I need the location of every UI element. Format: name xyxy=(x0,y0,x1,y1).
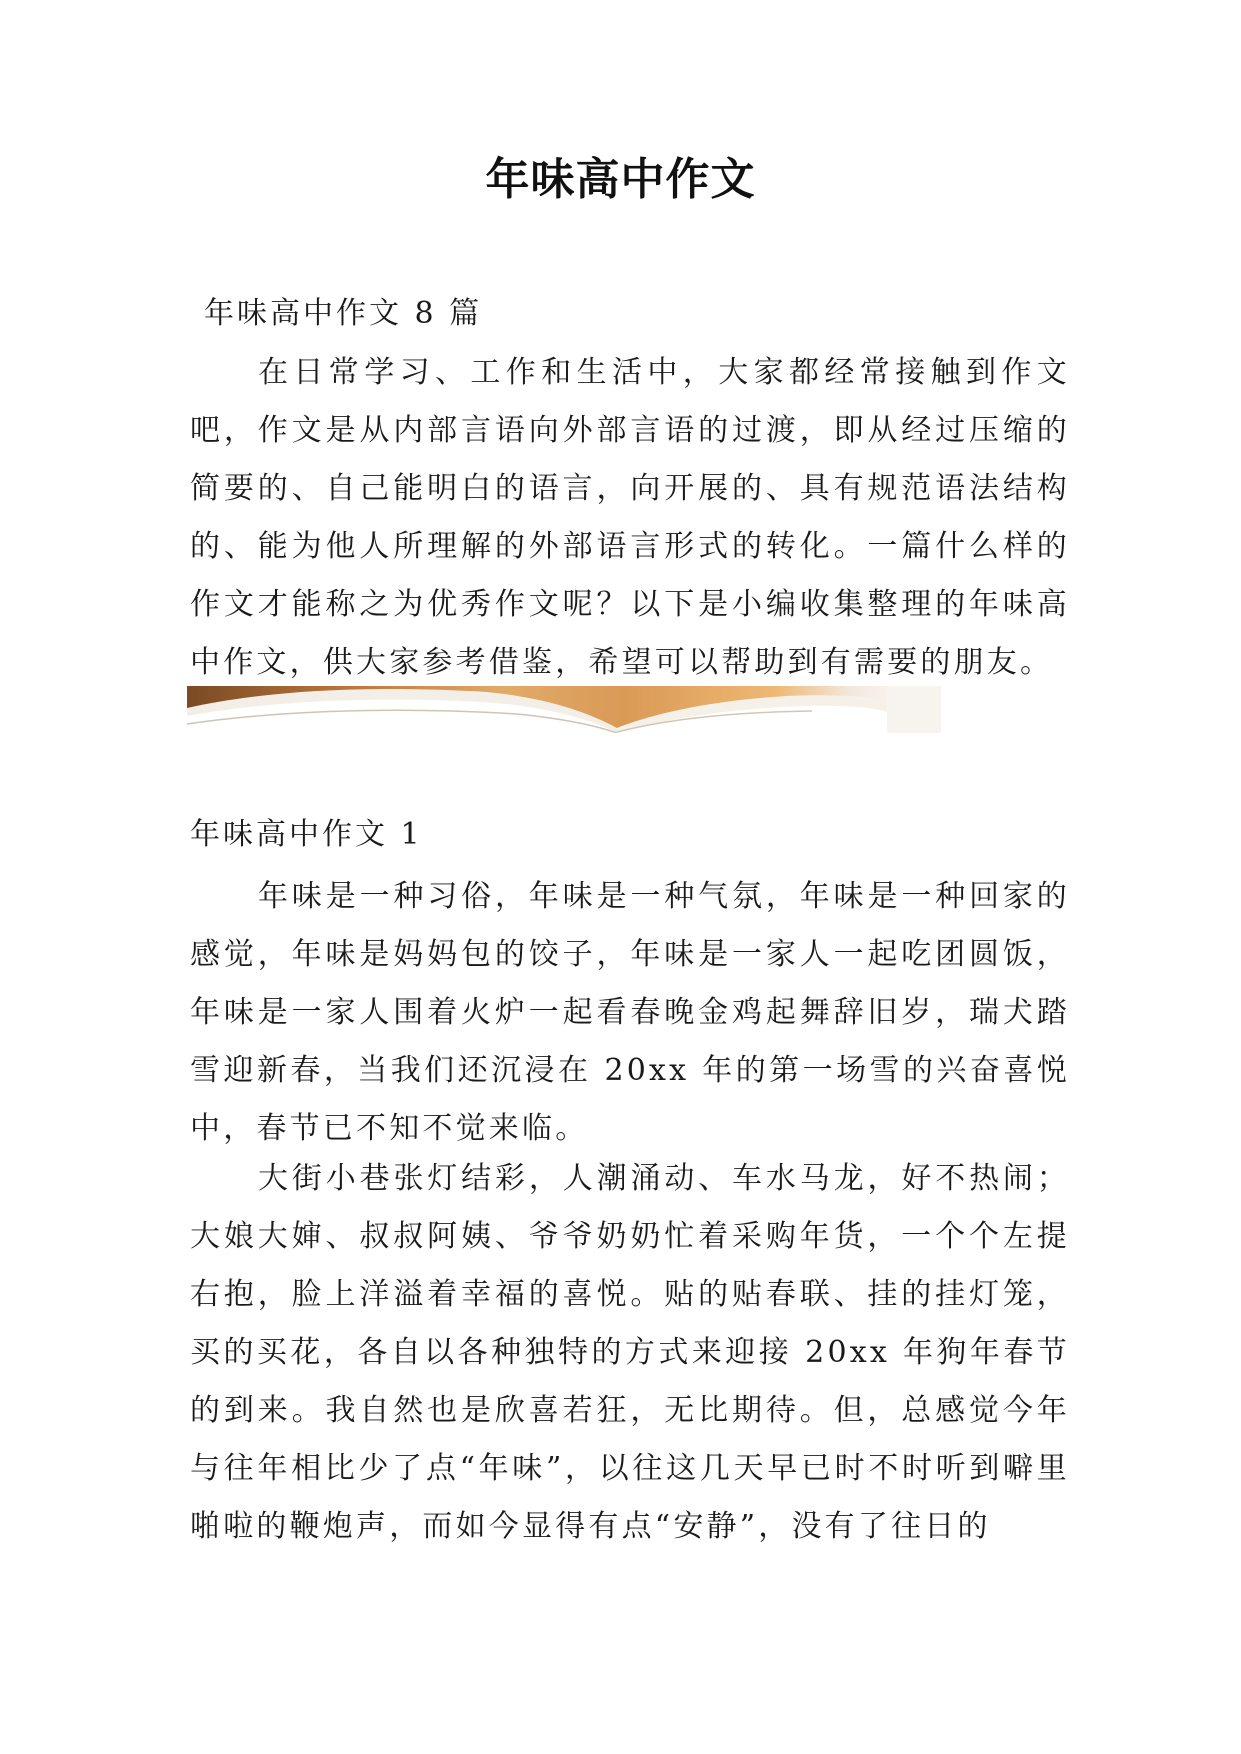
section-paragraph: 年味是一种习俗，年味是一种气氛，年味是一种回家的感觉，年味是妈妈包的饺子，年味是一家人一起吃团圆饭，年味是一家人围着火炉一起看春晚金鸡起舞辞旧岁，瑞犬踏雪迎新春，当我们还沉浸在 20xx 年的第一场雪的兴奋喜悦中，春节已不知不觉来临。 xyxy=(190,879,1070,1146)
document-subtitle: 年味高中作文 8 篇 xyxy=(204,296,483,331)
section-heading: 年味高中作文 1 xyxy=(190,817,423,852)
open-book-illustration xyxy=(187,686,941,733)
open-book-image xyxy=(187,686,941,733)
section-paragraph: 大街小巷张灯结彩，人潮涌动、车水马龙，好不热闹；大娘大婶、叔叔阿姨、爷爷奶奶忙着采购年货，一个个左提右抱，脸上洋溢着幸福的喜悦。贴的贴春联、挂的挂灯笼，买的买花，各自以各种独特的方式来迎接 20xx 年狗年春节的到来。我自然也是欣喜若狂，无比期待。但，总感觉今年与往年相比少了点“年味”，以往这几天早已时不时听到噼里啪啦的鞭炮声，而如今显得有点“安静”，没有了往日的 xyxy=(190,1161,1070,1544)
intro-paragraph: 在日常学习、工作和生活中，大家都经常接触到作文吧，作文是从内部言语向外部言语的过渡，即从经过压缩的简要的、自己能明白的语言，向开展的、具有规范语法结构的、能为他人所理解的外部语言形式的转化。一篇什么样的作文才能称之为优秀作文呢？以下是小编收集整理的年味高中作文，供大家参考借鉴，希望可以帮助到有需要的朋友。 xyxy=(190,355,1070,680)
document-title: 年味高中作文 xyxy=(485,154,756,205)
